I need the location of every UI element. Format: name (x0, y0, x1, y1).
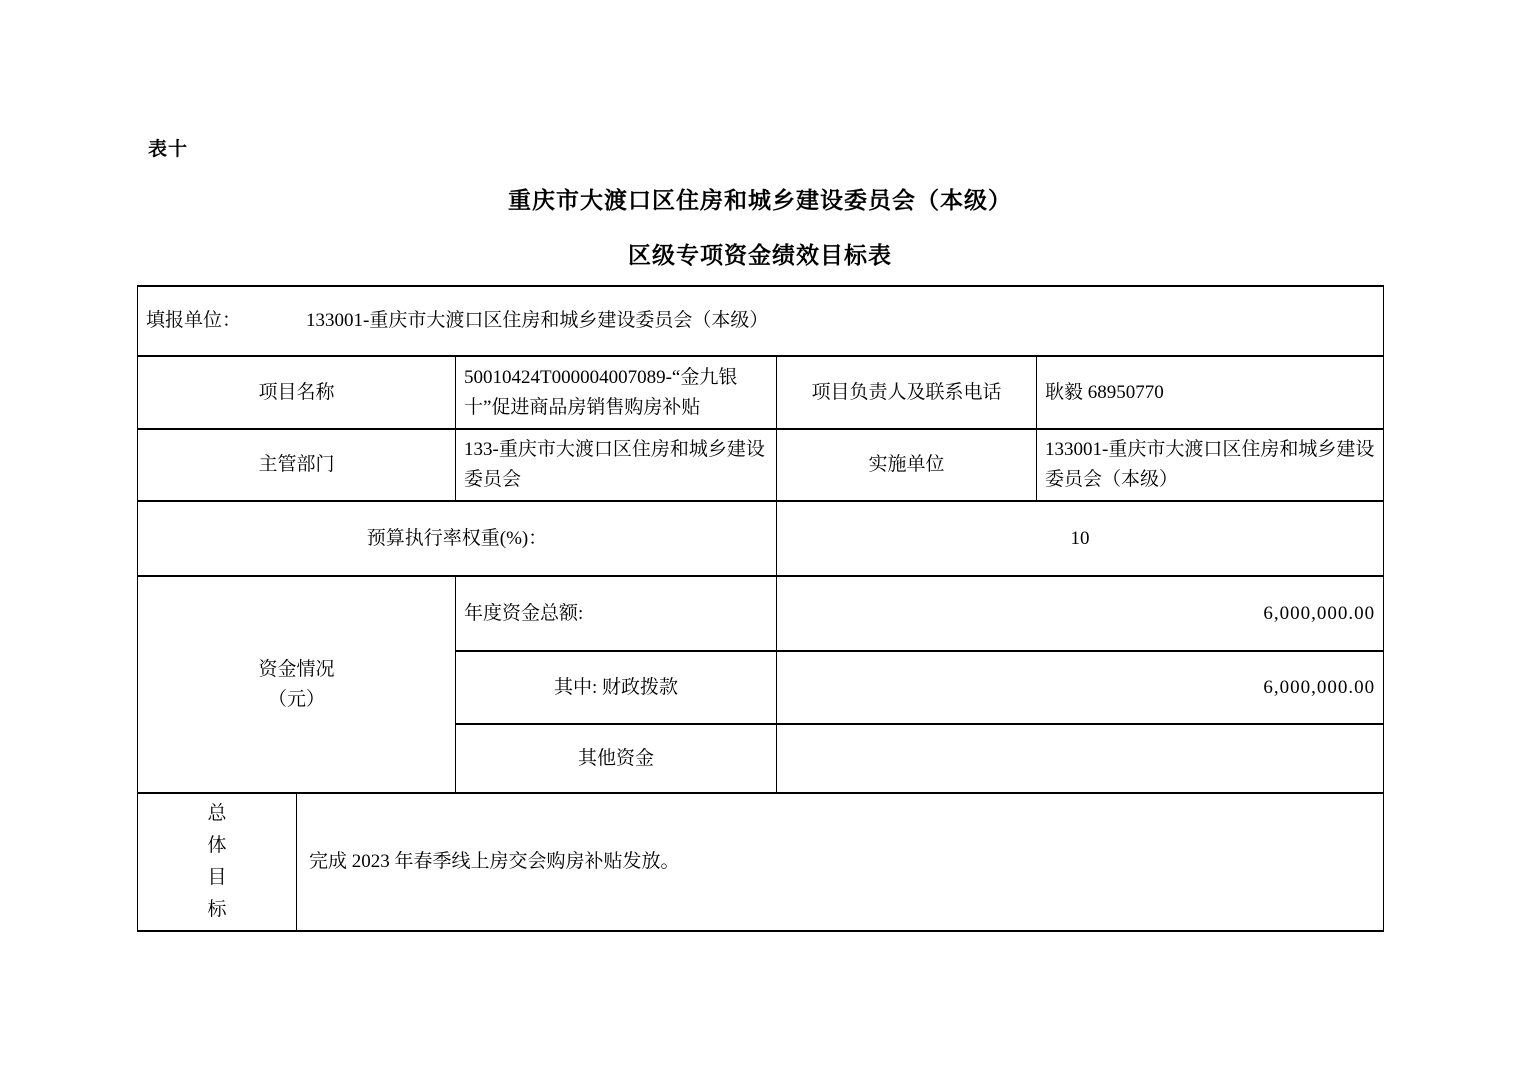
overall-goal-row (138, 793, 1384, 931)
overall-goal-char-2: 体 (207, 835, 227, 856)
supervisor-dept-label: 主管部门 (138, 429, 456, 501)
annual-total-value: 6,000,000.00 (777, 576, 1384, 651)
department-row (138, 429, 1384, 501)
funds-label-line1: 资金情况 (258, 658, 335, 680)
project-leader-value: 耿毅 68950770 (1037, 356, 1384, 429)
reporting-unit-row (138, 286, 1384, 356)
overall-goal-value: 完成 2023 年春季线上房交会购房补贴发放。 (297, 793, 1384, 931)
other-funds-label: 其他资金 (456, 724, 777, 793)
funds-category-label (138, 576, 456, 793)
reporting-unit-label: 填报单位： (146, 310, 242, 331)
other-funds-value (777, 724, 1384, 793)
annual-total-label: 年度资金总额: (456, 576, 777, 651)
implementing-unit-label: 实施单位 (777, 429, 1037, 501)
table-number-label: 表十 (148, 139, 189, 160)
overall-goal-char-1: 总 (207, 803, 227, 824)
implementing-unit-value: 133001-重庆市大渡口区住房和城乡建设委员会（本级） (1037, 429, 1384, 501)
budget-weight-value: 10 (777, 501, 1384, 576)
document-title: 重庆市大渡口区住房和城乡建设委员会（本级） (508, 188, 1012, 213)
performance-target-table (137, 285, 1384, 932)
annual-total-row (138, 576, 1384, 651)
budget-weight-label: 预算执行率权重(%)： (138, 501, 777, 576)
reporting-unit-value: 133001-重庆市大渡口区住房和城乡建设委员会（本级） (306, 310, 769, 331)
project-name-label: 项目名称 (138, 356, 456, 429)
supervisor-dept-value: 133-重庆市大渡口区住房和城乡建设委员会 (456, 429, 777, 501)
fiscal-allocation-label: 其中: 财政拨款 (456, 651, 777, 724)
fiscal-allocation-value: 6,000,000.00 (777, 651, 1384, 724)
overall-goal-label (138, 793, 297, 931)
overall-goal-char-3: 目 (207, 867, 227, 888)
budget-weight-row (138, 501, 1384, 576)
project-row (138, 356, 1384, 429)
overall-goal-char-4: 标 (207, 899, 227, 920)
project-leader-label: 项目负责人及联系电话 (777, 356, 1037, 429)
funds-label-line2: （元） (267, 688, 325, 710)
project-name-value: 50010424T000004007089-“金九银十”促进商品房销售购房补贴 (456, 356, 777, 429)
document-subtitle: 区级专项资金绩效目标表 (628, 243, 892, 268)
reporting-unit-cell (138, 286, 1384, 356)
